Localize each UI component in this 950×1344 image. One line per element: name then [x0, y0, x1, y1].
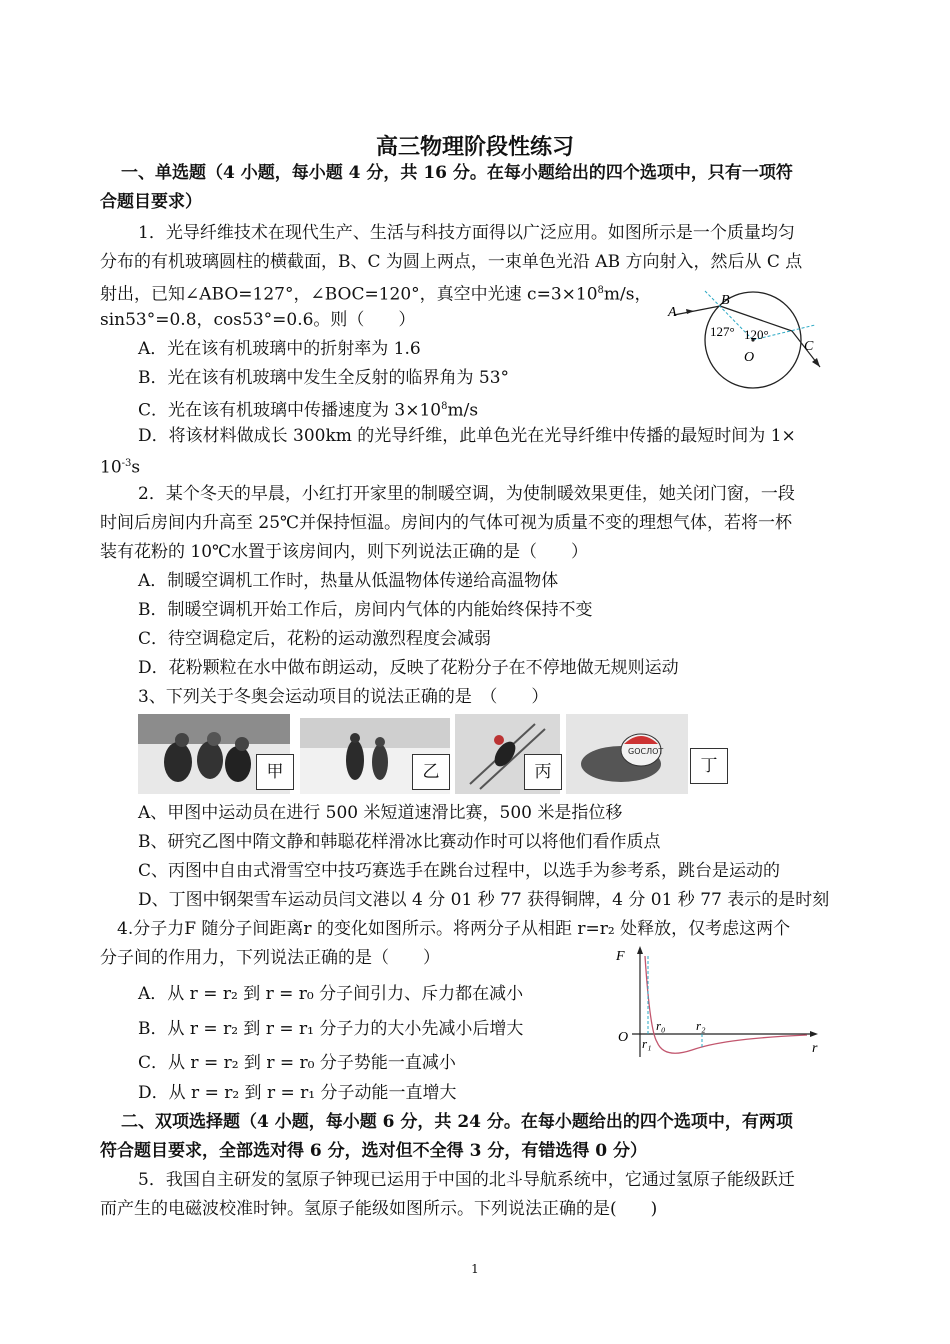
q1-fig-label-a: A [668, 305, 677, 320]
bobsled-helmet-text: GOCЛОТ [628, 747, 664, 756]
photo-tag-jia: 甲 [256, 754, 294, 790]
q1-optics-figure [660, 285, 850, 400]
q1-fig-label-c: C [804, 339, 814, 354]
q1-option-d: D．将该材料做成长 300km 的光导纤维，此单色光在光导纤维中传播的最短时间为 1× [138, 426, 796, 446]
q4-fig-label-r0: r₀ [656, 1018, 666, 1033]
page-number: 1 [471, 1262, 479, 1276]
q1-fig-label-o: O [744, 350, 755, 365]
q4-option-d: D．从 r = r₂ 到 r = r₁ 分子动能一直增大 [138, 1083, 457, 1103]
q4-force-distance-graph [612, 942, 827, 1060]
q1-option-b: B．光在该有机玻璃中发生全反射的临界角为 53° [138, 368, 510, 388]
q2-option-d: D．花粉颗粒在水中做布朗运动，反映了花粉分子在不停地做无规则运动 [138, 658, 679, 678]
q4-fig-origin: O [618, 1030, 629, 1045]
q3-option-d: D、丁图中钢架雪车运动员闫文港以 4 分 01 秒 77 获得铜牌，4 分 01 秒 77 表示的是时刻 [138, 890, 830, 910]
q4-stem-line2: 分子间的作用力，下列说法正确的是（ ） [100, 948, 440, 968]
q1-stem-line3: 射出，已知∠ABO=127°，∠BOC=120°，真空中光速 $c=3\times 10^8m/s$， [100, 284, 652, 305]
q2-stem-line3: 装有花粉的 10℃水置于该房间内，则下列说法正确的是（ ） [100, 542, 589, 562]
q2-stem-line2: 时间后房间内升高至 25℃并保持恒温。房间内的气体可视为质量不变的理想气体，若将一杯 [100, 513, 793, 533]
section2-heading: 二、双项选择题（4 小题，每小题 6 分，共 24 分。在每小题给出的四个选项中，有两项 [121, 1112, 793, 1132]
q4-option-a: A．从 r = r₂ 到 r = r₀ 分子间引力、斥力都在减小 [138, 984, 524, 1004]
q5-stem-line2: 而产生的电磁波校准时钟。氢原子能级如图所示。下列说法正确的是( ) [100, 1199, 658, 1219]
q4-stem-line1: 4.分子力F 随分子间距离r 的变化如图所示。将两分子从相距 r=r₂ 处释放，仅考虑这两个 [117, 919, 791, 939]
q4-fig-label-r2: r₂ [696, 1018, 706, 1033]
q4-option-c: C．从 r = r₂ 到 r = r₀ 分子势能一直减小 [138, 1053, 456, 1073]
section2-heading-cont: 符合题目要求，全部选对得 6 分，选对但不全得 3 分，有错选得 0 分） [100, 1141, 647, 1161]
q1-option-c: C．光在该有机玻璃中传播速度为 $3\times 10^8m/s$ [138, 400, 479, 421]
q2-option-c: C．待空调稳定后，花粉的运动激烈程度会减弱 [138, 629, 492, 649]
q1-stem-line4: sin53°=0.8，cos53°=0.6。则（ ） [100, 310, 416, 330]
section1-heading: 一、单选题（4 小题，每小题 4 分，共 16 分。在每小题给出的四个选项中，只有一项符 [121, 163, 793, 183]
q3-option-c: C、丙图中自由式滑雪空中技巧赛选手在跳台过程中，以选手为参考系，跳台是运动的 [138, 861, 781, 881]
q1-option-d-cont: $10^{-3}s$ [100, 457, 141, 478]
q3-stem: 3、下列关于冬奥会运动项目的说法正确的是 （ ） [138, 687, 549, 707]
skeleton-sled-photo [566, 714, 688, 794]
section1-heading-cont: 合题目要求） [100, 192, 202, 212]
q2-stem-line1: 2．某个冬天的早晨，小红打开家里的制暖空调，为使制暖效果更佳，她关闭门窗，一段 [138, 484, 795, 504]
q4-option-b: B．从 r = r₂ 到 r = r₁ 分子力的大小先减小后增大 [138, 1019, 524, 1039]
q3-option-b: B、研究乙图中隋文静和韩聪花样滑冰比赛动作时可以将他们看作质点 [138, 832, 661, 852]
photo-tag-bing: 丙 [524, 754, 562, 790]
q4-fig-label-r1: r₁ [642, 1036, 652, 1051]
q3-option-a: A、甲图中运动员在进行 500 米短道速滑比赛，500 米是指位移 [138, 803, 623, 823]
q5-stem-line1: 5．我国自主研发的氢原子钟现已运用于中国的北斗导航系统中，它通过氢原子能级跃迁 [138, 1170, 795, 1190]
q1-fig-label-b: B [721, 293, 730, 308]
q1-stem-line2: 分布的有机玻璃圆柱的横截面，B、C 为圆上两点，一束单色光沿 AB 方向射入，然后从 C 点 [100, 252, 803, 272]
q1-stem-line1: 1．光导纤维技术在现代生产、生活与科技方面得以广泛应用。如图所示是一个质量均匀 [138, 223, 795, 243]
photo-tag-ding: 丁 [690, 748, 728, 784]
q4-fig-axis-f: F [616, 949, 625, 964]
page-title: 高三物理阶段性练习 [375, 134, 574, 160]
q1-fig-angle-120: 120° [744, 327, 769, 342]
photo-tag-yi: 乙 [412, 754, 450, 790]
q2-option-b: B．制暖空调机开始工作后，房间内气体的内能始终保持不变 [138, 600, 593, 620]
q2-option-a: A．制暖空调机工作时，热量从低温物体传递给高温物体 [138, 571, 559, 591]
q4-fig-axis-r: r [812, 1041, 818, 1056]
q1-fig-angle-127: 127° [710, 324, 735, 339]
q1-option-a: A．光在该有机玻璃中的折射率为 1.6 [138, 339, 421, 359]
